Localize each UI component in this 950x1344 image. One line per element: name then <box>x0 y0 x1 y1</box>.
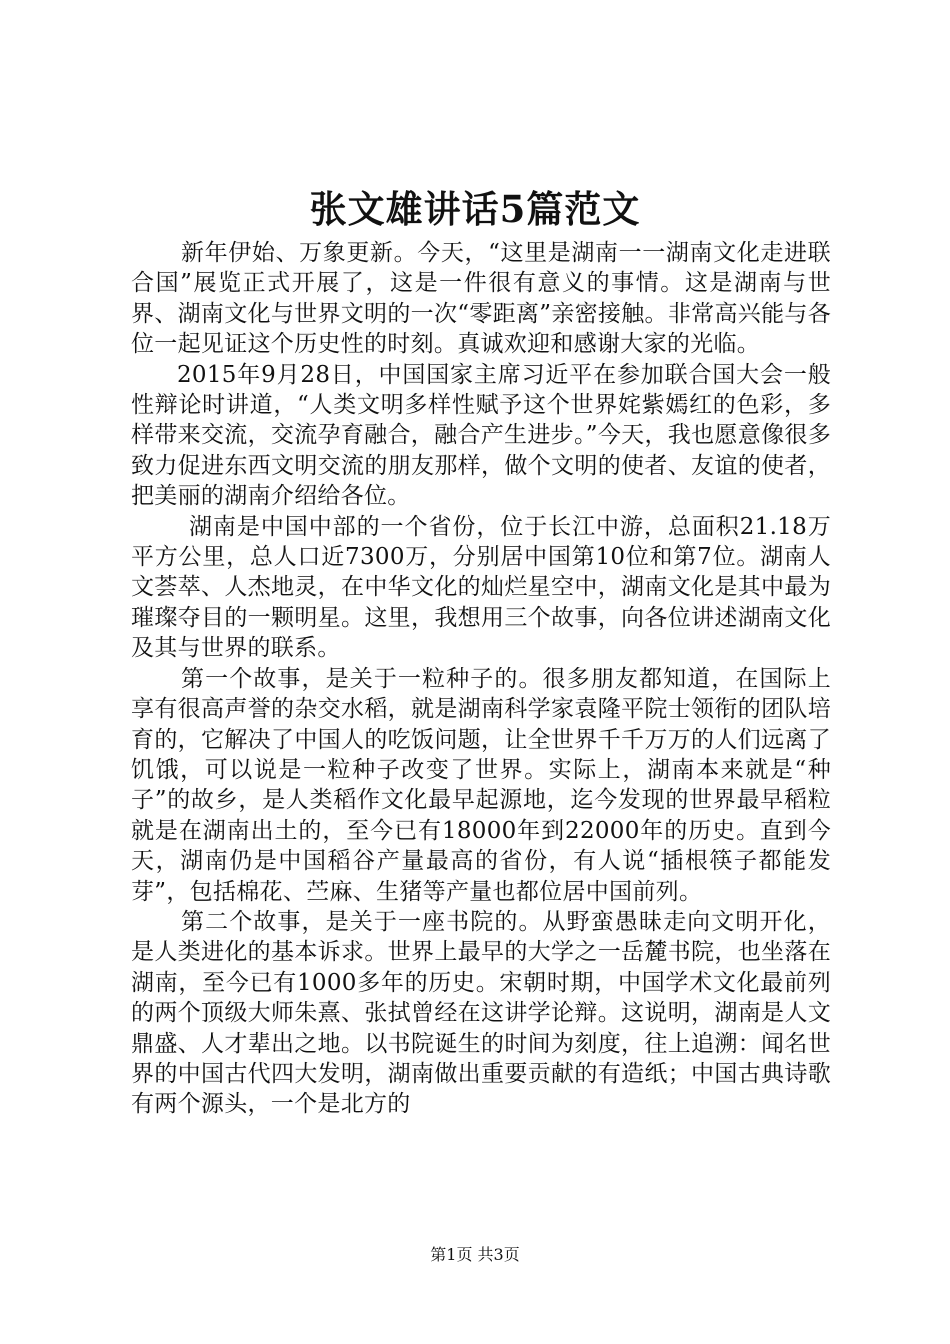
document-body <box>131 238 831 1120</box>
paragraph-5: 第二个故事，是关于一座书院的。从野蛮愚昧走向文明开化，是人类进化的基本诉求。世界上最早的大学之一岳麓书院，也坐落在湖南，至今已有1000多年的历史。宋朝时期，中国学术文化最前列的两个顶级大师朱熹、张拭曾经在这讲学论辩。这说明，湖南是人文鼎盛、人才辈出之地。以书院诞生的时间为刻度，往上追溯：闻名世界的中国古代四大发明，湖南做出重要贡献的有造纸；中国古典诗歌有两个源头，一个是北方的 <box>131 908 831 1118</box>
page-title: 张文雄讲话5篇范文 <box>309 187 641 231</box>
paragraph-1: 新年伊始、万象更新。今天，“这里是湖南一一湖南文化走进联合国”展览正式开展了，这是一件很有意义的事情。这是湖南与世界、湖南文化与世界文明的一次“零距离”亲密接触。非常高兴能与各位一起见证这个历史性的时刻。真诚欢迎和感谢大家的光临。 <box>131 240 831 358</box>
paragraph-2: 2015年9月28日，中国国家主席习近平在参加联合国大会一般性辩论时讲道，“人类文明多样性赋予这个世界姹紫嫣红的色彩，多样带来交流，交流孕育融合，融合产生进步。”今天，我也愿意像很多致力促进东西文明交流的朋友那样，做个文明的使者、友谊的使者，把美丽的湖南介绍给各位。 <box>131 361 831 510</box>
paragraph-3: 湖南是中国中部的一个省份，位于长江中游，总面积21.18万平方公里，总人口近7300万，分别居中国第10位和第7位。湖南人文荟萃、人杰地灵，在中华文化的灿烂星空中，湖南文化是其中最为璀璨夺目的一颗明星。这里，我想用三个故事，向各位讲述湖南文化及其与世界的联系。 <box>131 513 831 662</box>
page-footer: 第1页 共3页 <box>430 1245 520 1264</box>
paragraph-4: 第一个故事，是关于一粒种子的。很多朋友都知道，在国际上享有很高声誉的杂交水稻，就是湖南科学家袁隆平院士领衔的团队培育的，它解决了中国人的吃饭问题，让全世界千千万万的人们远离了饥饿，可以说是一粒种子改变了世界。实际上，湖南本来就是“种子”的故乡，是人类稻作文化最早起源地，迄今发现的世界最早稻粒就是在湖南出土的，至今已有18000年到22000年的历史。直到今天，湖南仍是中国稻谷产量最高的省份，有人说“插根筷子都能发芽”，包括棉花、苎麻、生猪等产量也都位居中国前列。 <box>131 665 831 905</box>
